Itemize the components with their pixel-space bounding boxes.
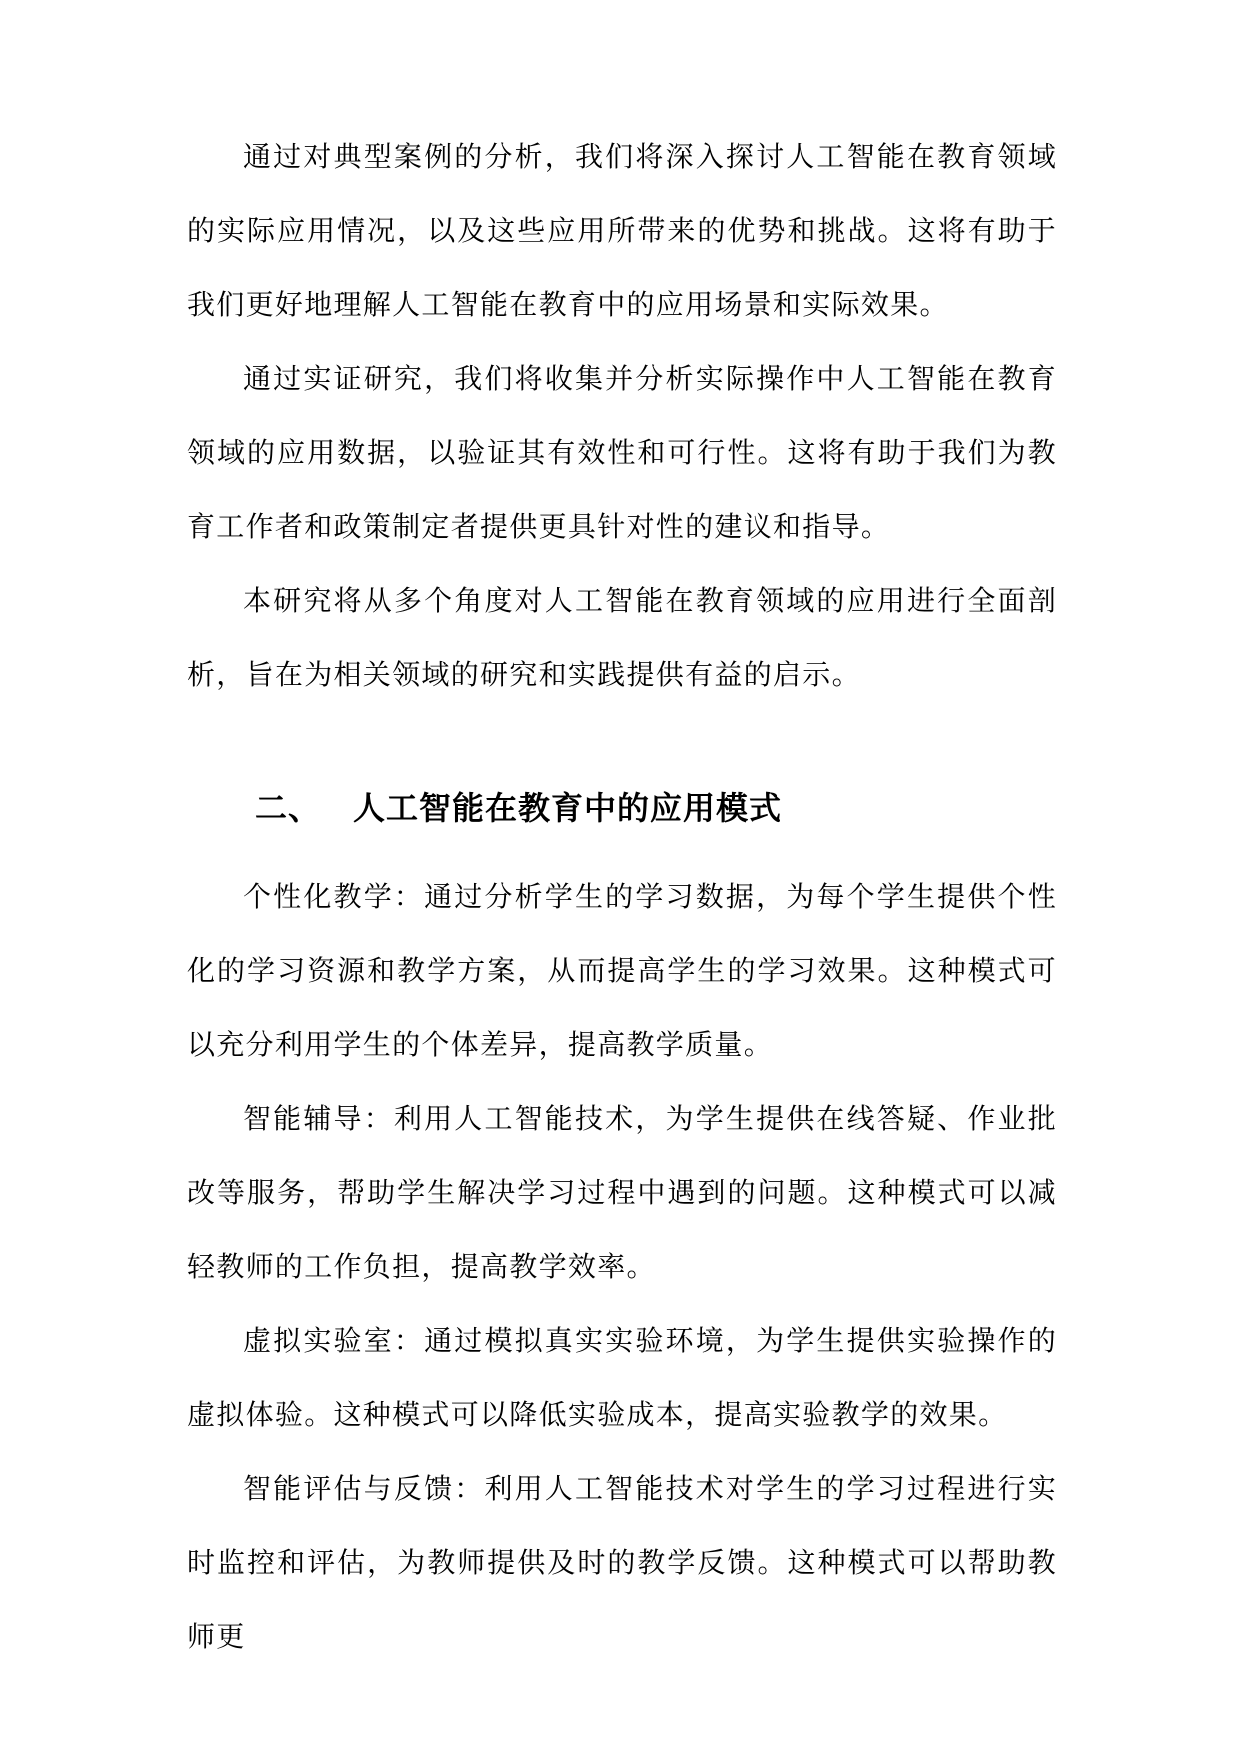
paragraph-virtual-lab: 虚拟实验室：通过模拟真实实验环境，为学生提供实验操作的虚拟体验。这种模式可以降低实验成本，提高实验教学的效果。 — [187, 1324, 1057, 1431]
paragraph-empirical-research: 通过实证研究，我们将收集并分析实际操作中人工智能在教育领域的应用数据，以验证其有效性和可行性。这将有助于我们为教育工作者和政策制定者提供更具针对性的建议和指导。 — [187, 362, 1057, 543]
paragraph-intelligent-assessment: 智能评估与反馈：利用人工智能技术对学生的学习过程进行实时监控和评估，为教师提供及时的教学反馈。这种模式可以帮助教师更 — [187, 1472, 1057, 1653]
section-title: 人工智能在教育中的应用模式 — [353, 789, 783, 827]
paragraph-personalized-teaching: 个性化教学：通过分析学生的学习数据，为每个学生提供个性化的学习资源和教学方案，从而提高学生的学习效果。这种模式可以充分利用学生的个体差异，提高教学质量。 — [187, 880, 1057, 1061]
paragraph-case-analysis: 通过对典型案例的分析，我们将深入探讨人工智能在教育领域的实际应用情况，以及这些应用所带来的优势和挑战。这将有助于我们更好地理解人工智能在教育中的应用场景和实际效果。 — [187, 140, 1057, 321]
section-heading — [255, 786, 782, 830]
paragraph-study-scope: 本研究将从多个角度对人工智能在教育领域的应用进行全面剖析，旨在为相关领域的研究和实践提供有益的启示。 — [187, 584, 1057, 691]
section-number: 二、 — [255, 789, 322, 827]
paragraph-intelligent-tutoring: 智能辅导：利用人工智能技术，为学生提供在线答疑、作业批改等服务，帮助学生解决学习过程中遇到的问题。这种模式可以减轻教师的工作负担，提高教学效率。 — [187, 1102, 1057, 1283]
